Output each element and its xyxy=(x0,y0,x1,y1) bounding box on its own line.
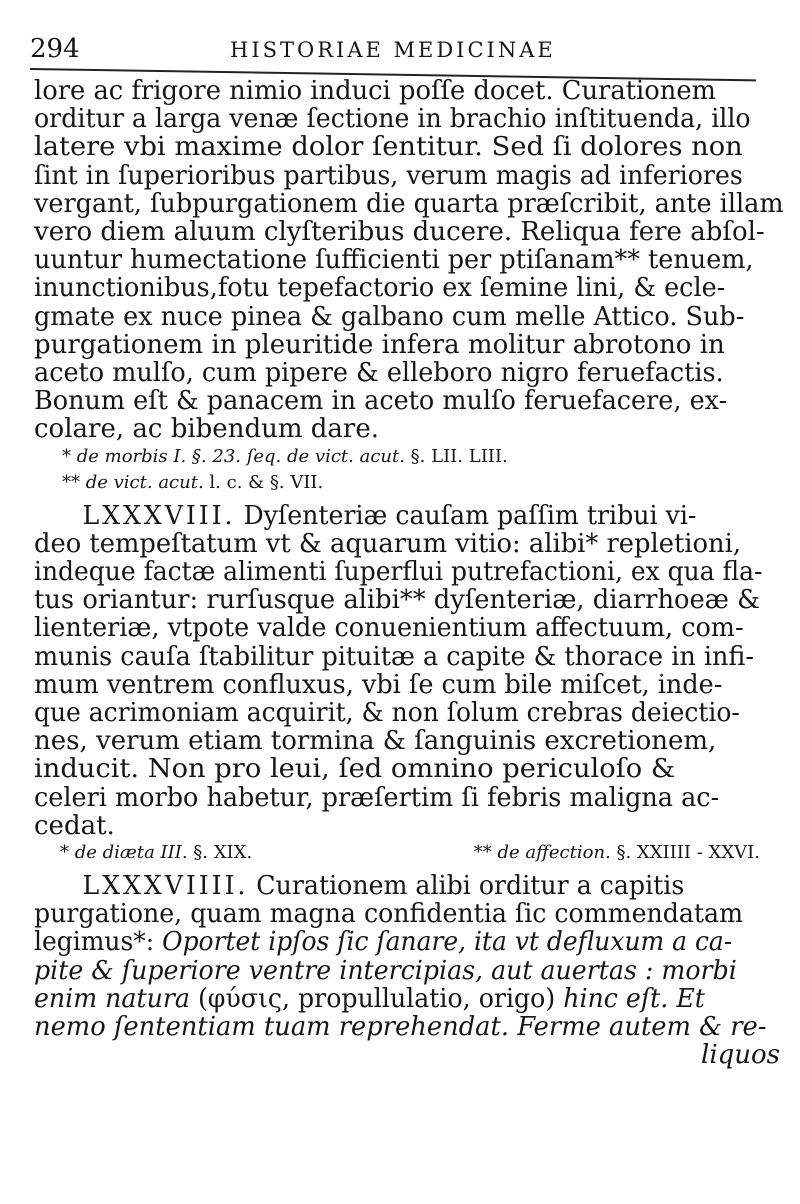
text-line: que acrimoniam acquirit, & non ſolum crebras deiectio- xyxy=(34,698,740,729)
quotation-text: hinc eſt. Et xyxy=(563,983,705,1014)
text-line: cedat. xyxy=(34,810,115,841)
footnote-reference: §. XXIIII - XXVI. xyxy=(610,842,760,864)
text-line: latere vbi maxime dolor ſentitur. Sed ſi dolores non xyxy=(34,132,743,163)
footnote-mark: ** xyxy=(62,471,86,493)
footnote-source: de morbis I. §. 23. ſeq. de vict. acut. xyxy=(76,445,405,467)
text-span: Dyſenteriæ cauſam paſſim tribui vi- xyxy=(235,500,697,531)
text-line: tus oriantur: rurſusque alibi** dyſenteriæ, diarrhoeæ & xyxy=(34,585,761,616)
quotation-text: Oportet ipſos ſic ſanare, ita vt defluxum a ca- xyxy=(162,927,733,958)
footnote-source: de vict. acut. xyxy=(85,471,204,493)
catchword: liquos xyxy=(701,1040,781,1071)
text-line: lienteriæ, vtpote valde conuenientium affectuum, com- xyxy=(34,613,744,644)
text-line: pite & ſuperiore ventre intercipias, aut auertas : morbi xyxy=(34,955,737,986)
text-line: inducit. Non pro leui, ſed omnino periculoſo & xyxy=(34,754,676,785)
text-line: nemo ſententiam tuam reprehendat. Ferme autem & re- xyxy=(34,1012,767,1043)
section-heading: LXXXVIIII. xyxy=(82,871,249,902)
text-line: nes, verum etiam tormina & ſanguinis excretionem, xyxy=(34,726,717,757)
text-line: uuntur humectatione ſufficienti per ptiſanam** tenuem, xyxy=(34,245,754,276)
footnote xyxy=(62,444,764,470)
footnote xyxy=(60,840,252,866)
text-line: indeque factæ alimenti ſuperflui putrefactioni, ex qua fla- xyxy=(34,557,763,588)
text-line: ſint in ſuperioribus partibus, verum magis ad inferiores xyxy=(34,160,743,191)
text-line: purgatione, quam magna confidentia ſic commendatam xyxy=(34,899,744,930)
running-title: HISTORIAE MEDICINAE xyxy=(230,38,556,62)
text-line xyxy=(34,872,742,900)
section-87-text xyxy=(34,76,784,445)
footnote xyxy=(474,840,760,866)
text-line: aceto mulſo, cum pipere & elleboro nigro feruefactis. xyxy=(34,358,724,389)
text-line: munis cauſa ſtabilitur pituitæ a capite & thorace in infi- xyxy=(34,641,755,672)
text-line xyxy=(34,502,742,530)
quotation-text: enim natura xyxy=(34,983,190,1014)
text-line: mum ventrem confluxus, vbi ſe cum bile miſcet, inde- xyxy=(34,669,723,700)
footnote-mark: ** xyxy=(473,842,498,864)
text-line: purgationem in pleuritide infera molitur abrotono in xyxy=(34,329,725,360)
footnote-source: de affection. xyxy=(497,842,611,864)
text-line: celeri morbo habetur, præſertim ſi febris maligna ac- xyxy=(34,782,720,813)
text-line: colare, ac bibendum dare. xyxy=(34,414,379,445)
page-header xyxy=(30,28,770,68)
footnote-source: de diæta III. xyxy=(74,842,188,864)
footnote-reference: l. c. & §. VII. xyxy=(203,471,324,493)
footnote-reference: §. XIX. xyxy=(187,842,253,864)
footnote-mark: * xyxy=(62,445,77,467)
text-span: legimus*: xyxy=(34,927,163,958)
text-line xyxy=(34,985,742,1013)
text-span: Curationem alibi orditur a capitis xyxy=(248,871,685,902)
text-line: deo tempeſtatum vt & aquarum vitio: alibi* repletioni, xyxy=(34,528,742,559)
section-89-text xyxy=(34,871,781,1071)
text-line: lore ac frigore nimio induci poſſe docet. Curationem xyxy=(34,76,716,106)
text-line: vero diem aluum clyſteribus ducere. Reliqua fere abſol- xyxy=(34,217,765,248)
footnote-reference: §. LII. LIII. xyxy=(404,445,508,467)
text-line: vergant, ſubpurgationem die quarta præſcribit, ante illam xyxy=(34,188,784,219)
section-88-text xyxy=(34,502,764,840)
text-span: (φύσις, propullulatio, origo) xyxy=(189,983,564,1014)
footnote-row xyxy=(60,840,760,866)
section-heading: LXXXVIII. xyxy=(82,500,236,531)
text-line: inunctionibus,fotu tepefactorio ex ſemine lini, & ecle- xyxy=(34,273,726,304)
footnote-mark: * xyxy=(60,842,75,864)
text-line: Bonum eſt & panacem in aceto mulſo feruefacere, ex- xyxy=(34,386,728,417)
page-body xyxy=(34,76,784,1071)
footnote xyxy=(62,470,764,496)
text-line: gmate ex nuce pinea & galbano cum melle Attico. Sub- xyxy=(34,301,745,332)
page-number: 294 xyxy=(30,34,80,64)
text-line xyxy=(34,928,735,956)
text-line: orditur a larga venæ ſectione in brachio inſtituenda, illo xyxy=(34,104,751,135)
